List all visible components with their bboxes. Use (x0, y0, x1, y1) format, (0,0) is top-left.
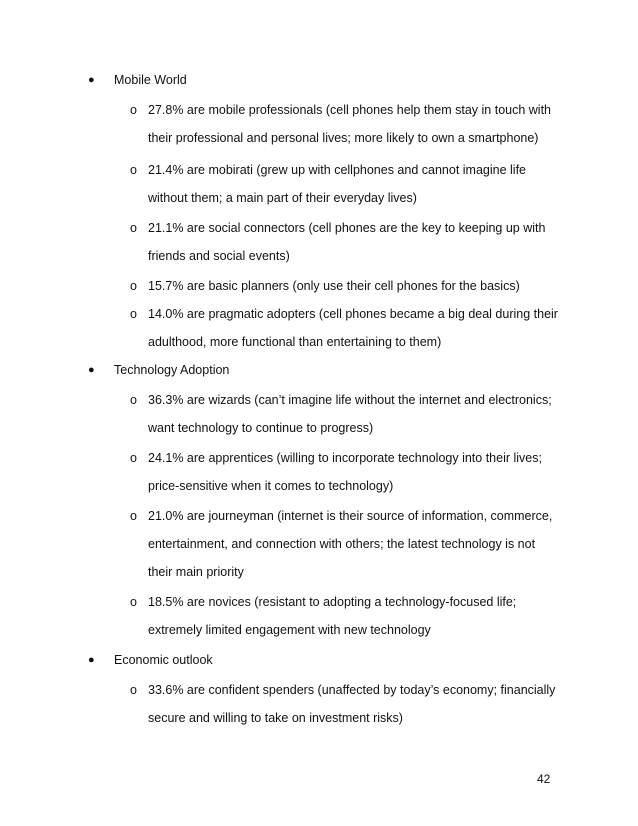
section-title: Economic outlook (114, 653, 213, 667)
list-item-line: their professional and personal lives; more likely to own a smartphone) (148, 131, 539, 145)
list-item-line: 18.5% are novices (resistant to adopting a technology-focused life; (148, 595, 517, 609)
list-item-line: extremely limited engagement with new technology (148, 623, 431, 637)
list-marker: o (130, 307, 137, 321)
list-item-line: 14.0% are pragmatic adopters (cell phones became a big deal during their (148, 307, 558, 321)
list-marker: o (130, 595, 137, 609)
list-item-line: friends and social events) (148, 249, 290, 263)
list-item-line: price-sensitive when it comes to technology) (148, 479, 394, 493)
list-item-line: 21.0% are journeyman (internet is their source of information, commerce, (148, 509, 553, 523)
list-item-line: entertainment, and connection with others; the latest technology is not (148, 537, 536, 551)
list-marker: o (130, 163, 137, 177)
bullet-icon: ● (88, 364, 95, 376)
list-item-line: want technology to continue to progress) (148, 421, 374, 435)
list-item-line: secure and willing to take on investment risks) (148, 711, 403, 725)
section-title: Mobile World (114, 73, 187, 87)
list-marker: o (130, 683, 137, 697)
list-item-line: 27.8% are mobile professionals (cell phones help them stay in touch with (148, 103, 551, 117)
list-marker: o (130, 103, 137, 117)
list-item-line: 15.7% are basic planners (only use their cell phones for the basics) (148, 279, 520, 293)
list-marker: o (130, 509, 137, 523)
list-marker: o (130, 451, 137, 465)
list-item-line: 33.6% are confident spenders (unaffected by today’s economy; financially (148, 683, 556, 697)
list-item-line: their main priority (148, 565, 244, 579)
page-number: 42 (537, 772, 551, 786)
list-item-line: without them; a main part of their everyday lives) (148, 191, 417, 205)
section-title: Technology Adoption (114, 363, 230, 377)
list-item-line: 36.3% are wizards (can’t imagine life without the internet and electronics; (148, 393, 552, 407)
list-marker: o (130, 221, 137, 235)
bullet-icon: ● (88, 654, 95, 666)
list-marker: o (130, 279, 137, 293)
list-item-line: 21.4% are mobirati (grew up with cellphones and cannot imagine life (148, 163, 526, 177)
list-marker: o (130, 393, 137, 407)
list-item-line: 21.1% are social connectors (cell phones are the key to keeping up with (148, 221, 546, 235)
list-item-line: 24.1% are apprentices (willing to incorporate technology into their lives; (148, 451, 542, 465)
bullet-icon: ● (88, 74, 95, 86)
list-item-line: adulthood, more functional than entertaining to them) (148, 335, 442, 349)
